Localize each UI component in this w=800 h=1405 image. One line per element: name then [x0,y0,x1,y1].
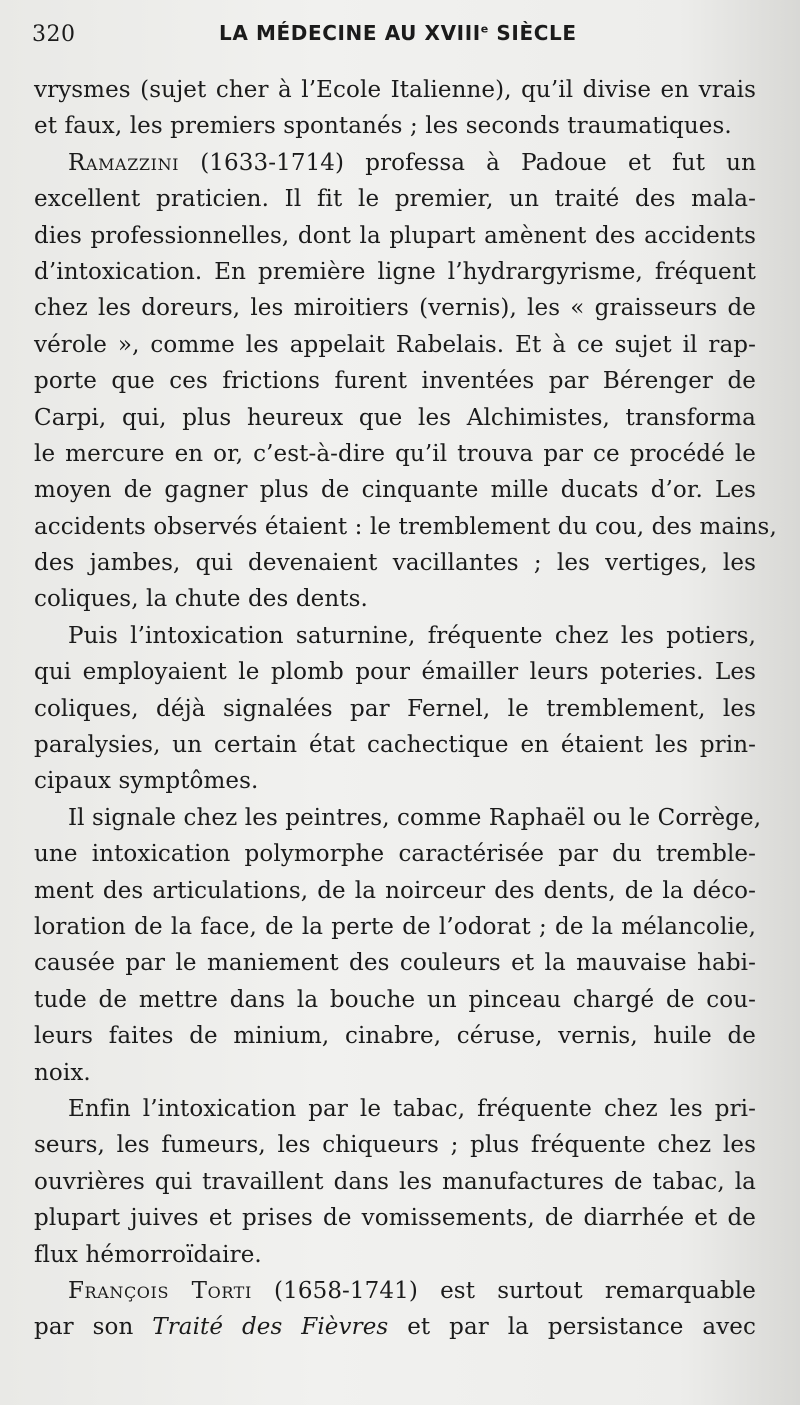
text-line: ment des articulations, de la noirceur des dents, de la déco- [34,877,756,904]
text-segment: (1658-1741) est surtout remarquable [274,1277,756,1304]
text-line [34,1273,756,1309]
text-segment: (1633-1714) professa à Padoue et fut un [200,149,757,176]
text-line: seurs, les fumeurs, les chiqueurs ; plus fréquente chez les [34,1132,756,1159]
running-head-suffix: SIÈCLE [488,21,577,45]
text-line: le mercure en or, c’est-à-dire qu’il trouva par ce procédé le [34,440,756,467]
text-line: loration de la face, de la perte de l’odorat ; de la mélancolie, [34,913,756,940]
text-line: chez les doreurs, les miroitiers (vernis), les « graisseurs de [34,295,756,322]
running-head-superscript: e [480,22,489,36]
text-line: vérole », comme les appelait Rabelais. Et à ce sujet il rap- [34,331,756,358]
text-line: des jambes, qui devenaient vacillantes ; les vertiges, les [34,550,756,577]
author-name-torti: François Torti [68,1277,252,1304]
text-line: excellent praticien. Il fit le premier, un traité des mala- [34,186,756,213]
text-line: accidents observés étaient : le tremblement du cou, des mains, [34,513,777,540]
text-line: leurs faites de minium, cinabre, céruse, vernis, huile de [34,1023,756,1050]
text-line: Puis l’intoxication saturnine, fréquente chez les potiers, [68,622,756,649]
text-segment: et par la persistance avec [407,1314,756,1341]
text-line: Il signale chez les peintres, comme Raphaël ou le Corrège, [68,804,762,831]
text-line: dies professionnelles, dont la plupart amènent des accidents [34,222,756,249]
running-head [219,21,577,45]
text-line: moyen de gagner plus de cinquante mille ducats d’or. Les [34,477,756,504]
text-line: plupart juives et prises de vomissements, de diarrhée et de [34,1205,756,1232]
text-line: ouvrières qui travaillent dans les manufactures de tabac, la [34,1168,756,1195]
text-line: une intoxication polymorphe caractérisée par du tremble- [34,841,756,868]
page-number: 320 [32,22,76,47]
text-line: coliques, la chute des dents. [34,586,368,613]
text-line: noix. [34,1059,91,1086]
text-line: et faux, les premiers spontanés ; les seconds traumatiques. [34,113,732,140]
text-line: Carpi, qui, plus heureux que les Alchimistes, transforma [34,404,756,431]
text-segment: par son [34,1314,134,1341]
page-header [32,18,772,54]
book-title: Traité des Fièvres [152,1314,389,1341]
running-head-prefix: LA MÉDECINE AU XVIII [219,21,481,45]
text-line: porte que ces frictions furent inventées par Bérenger de [34,368,756,395]
text-line: coliques, déjà signalées par Fernel, le tremblement, les [34,695,756,722]
text-line: causée par le maniement des couleurs et la mauvaise habi- [34,950,756,977]
text-line: tude de mettre dans la bouche un pinceau chargé de cou- [34,986,756,1013]
text-line: d’intoxication. En première ligne l’hydrargyrisme, fréquent [34,258,756,285]
text-line: flux hémorroïdaire. [34,1241,262,1268]
text-line: qui employaient le plomb pour émailler leurs poteries. Les [34,659,756,686]
text-line: cipaux symptômes. [34,768,259,795]
body-text [34,72,777,1346]
text-line: vrysmes (sujet cher à l’Ecole Italienne), qu’il divise en vrais [34,77,756,103]
author-name-ramazzini: Ramazzini [68,149,180,176]
text-line [34,145,756,181]
text-line: paralysies, un certain état cachectique en étaient les prin- [34,732,756,759]
text-line [34,1309,756,1345]
text-line: Enfin l’intoxication par le tabac, fréquente chez les pri- [68,1095,756,1122]
